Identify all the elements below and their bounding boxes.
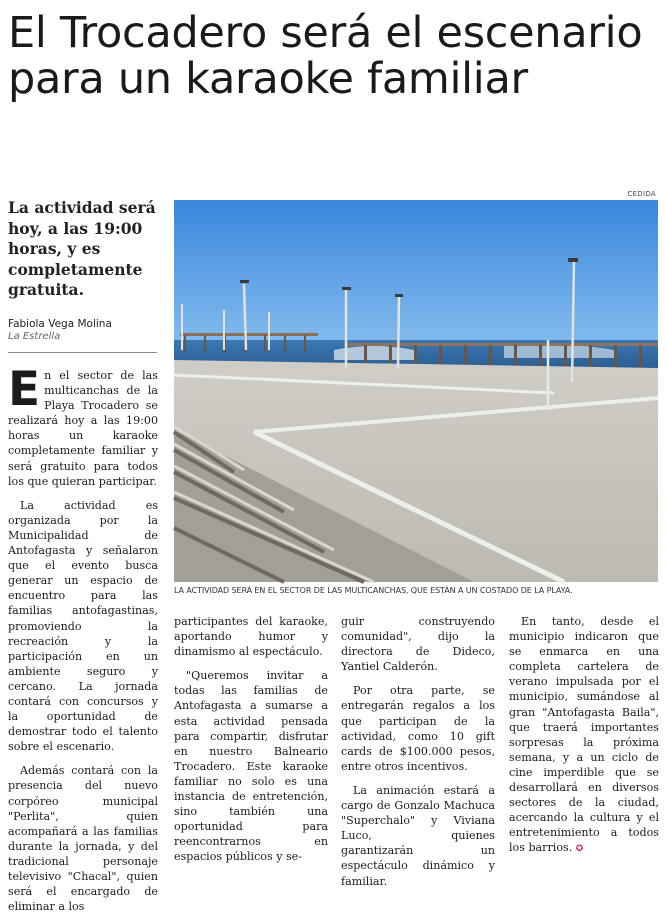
article-column-4 (509, 614, 659, 858)
paragraph: Además contará con la presencia del nuevo corpóreo municipal "Perlita", quien acompañará a las familias durante la jornada, y del tradicional personaje televisivo "Chacal", quien será el encargado de eliminar a los (8, 764, 158, 914)
paragraph: guir construyendo comunidad", dijo la directora de Dideco, Yantiel Calderón. (341, 615, 495, 674)
paragraph-lead (8, 362, 158, 489)
article-photo (174, 200, 658, 582)
drop-cap: E (8, 362, 41, 417)
paragraph (509, 614, 659, 858)
byline (8, 318, 158, 342)
photo-caption: LA ACTIVIDAD SERÁ EN EL SECTOR DE LAS MULTICANCHAS, QUE ESTÁN A UN COSTADO DE LA PLAYA. (174, 586, 573, 595)
end-mark-icon: ✪ (575, 844, 584, 855)
photo-credit: CEDIDA (627, 190, 656, 198)
headline: El Trocadero será el escenario para un karaoke familiar (8, 8, 643, 105)
lead-text: n el sector de las multicanchas de la Playa Trocadero se realizará hoy a las 19:00 horas un karaoke completamente familiar y será gratuito para todos los que quieran participar. (8, 369, 158, 488)
article-column-2 (174, 614, 328, 865)
subheadline: La actividad será hoy, a las 19:00 horas, y es completamente gratuita. (8, 198, 156, 300)
paragraph: "Queremos invitar a todas las familias de Antofagasta a sumarse a esta actividad pensada para compartir, disfrutar en nuestro Balneario Trocadero. Este karaoke familiar no solo es una instancia de entretención, sino también una oportunidad para reencontrarnos en espacios públicos y se- (174, 669, 328, 864)
article-column-3 (341, 614, 495, 889)
byline-author: Fabiola Vega Molina (8, 318, 112, 330)
byline-outlet: La Estrella (8, 331, 61, 342)
paragraph: La actividad es organizada por la Municipalidad de Antofagasta y señalaron que el evento busca generar un espacio de encuentro para las familias antofagastinas, promoviendo la recreación y la participación en un ambiente seguro y cercano. La jornada contará con concursos y la oportunidad de demostrar todo el talento sobre el escenario. (8, 498, 158, 754)
article-column-1 (8, 362, 158, 914)
paragraph: Por otra parte, se entregarán regalos a los que participan de la actividad, como 10 gift cards de $100.000 pesos, entre otros incentivos. (341, 684, 495, 773)
closing-text: En tanto, desde el municipio indicaron que se enmarca en una completa cartelera de verano impulsada por el municipio, sumándose al gran "Antofagasta Baila", que traerá importantes sorpresas la próxima semana, y a un ciclo de cine imperdible que se desarrollará en diversos sectores de la ciudad, acercando la cultura y el entretenimiento a todos los barrios. (509, 615, 659, 855)
paragraph: participantes del karaoke, aportando humor y dinamismo al espectáculo. (174, 615, 328, 659)
byline-divider (8, 352, 157, 353)
paragraph: La animación estará a cargo de Gonzalo Machuca "Superchalo" y Viviana Luco, quienes garantizarán un espectáculo dinámico y familiar. (341, 783, 495, 888)
